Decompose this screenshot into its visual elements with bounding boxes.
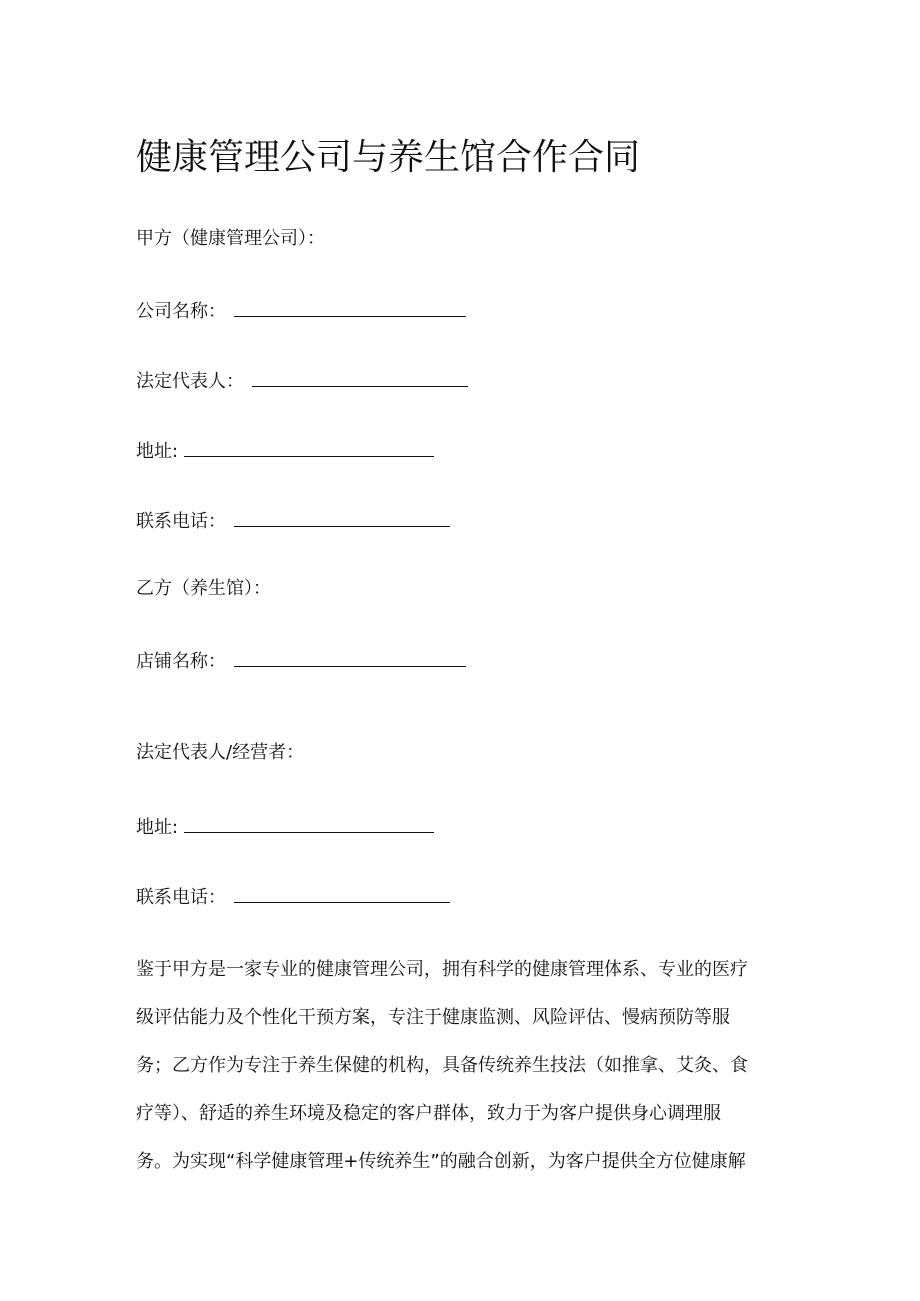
party-b-store-name-row: [136, 646, 466, 675]
party-a-legal-rep-label: 法定代表人：: [136, 371, 244, 392]
preamble-line: 鉴于甲方是一家专业的健康管理公司，拥有科学的健康管理体系、专业的医疗: [136, 959, 748, 980]
party-a-address-row: [136, 436, 434, 465]
party-b-store-name-field[interactable]: [234, 646, 466, 667]
party-a-phone-field[interactable]: [234, 506, 450, 527]
party-b-address-field[interactable]: [184, 812, 434, 833]
preamble-line: 级评估能力及个性化干预方案，专注于健康监测、风险评估、慢病预防等服: [136, 1007, 730, 1028]
party-b-store-name-label: 店铺名称：: [136, 651, 226, 672]
party-b-address-label: 地址:: [136, 817, 179, 838]
party-b-legal-rep-label: 法定代表人/经营者：: [136, 742, 305, 763]
party-b-address-row: [136, 812, 434, 841]
party-a-address-label: 地址:: [136, 441, 179, 462]
document-title: 健康管理公司与养生馆合作合同: [136, 137, 641, 178]
party-a-phone-row: [136, 506, 450, 535]
preamble-line: 疗等）、舒适的养生环境及稳定的客户群体，致力于为客户提供身心调理服: [136, 1103, 721, 1124]
party-a-heading: 甲方（健康管理公司）：: [136, 228, 325, 249]
party-b-phone-label: 联系电话：: [136, 887, 226, 908]
party-b-phone-field[interactable]: [234, 882, 450, 903]
preamble-line: 务。为实现“科学健康管理+传统养生”的融合创新，为客户提供全方位健康解: [136, 1151, 746, 1172]
party-a-phone-label: 联系电话：: [136, 511, 226, 532]
party-a-company-name-field[interactable]: [234, 296, 466, 317]
party-b-legal-rep-row: [136, 740, 304, 766]
party-a-address-field[interactable]: [184, 436, 434, 457]
party-b-phone-row: [136, 882, 450, 911]
party-a-company-name-label: 公司名称：: [136, 301, 226, 322]
preamble-paragraph: [136, 946, 786, 1186]
party-a-company-name-row: [136, 296, 466, 325]
party-b-heading: 乙方（养生馆）：: [136, 578, 271, 599]
party-a-legal-rep-row: [136, 366, 468, 395]
preamble-line: 务；乙方作为专注于养生保健的机构，具备传统养生技法（如推拿、艾灸、食: [136, 1055, 748, 1076]
party-a-legal-rep-field[interactable]: [252, 366, 468, 387]
